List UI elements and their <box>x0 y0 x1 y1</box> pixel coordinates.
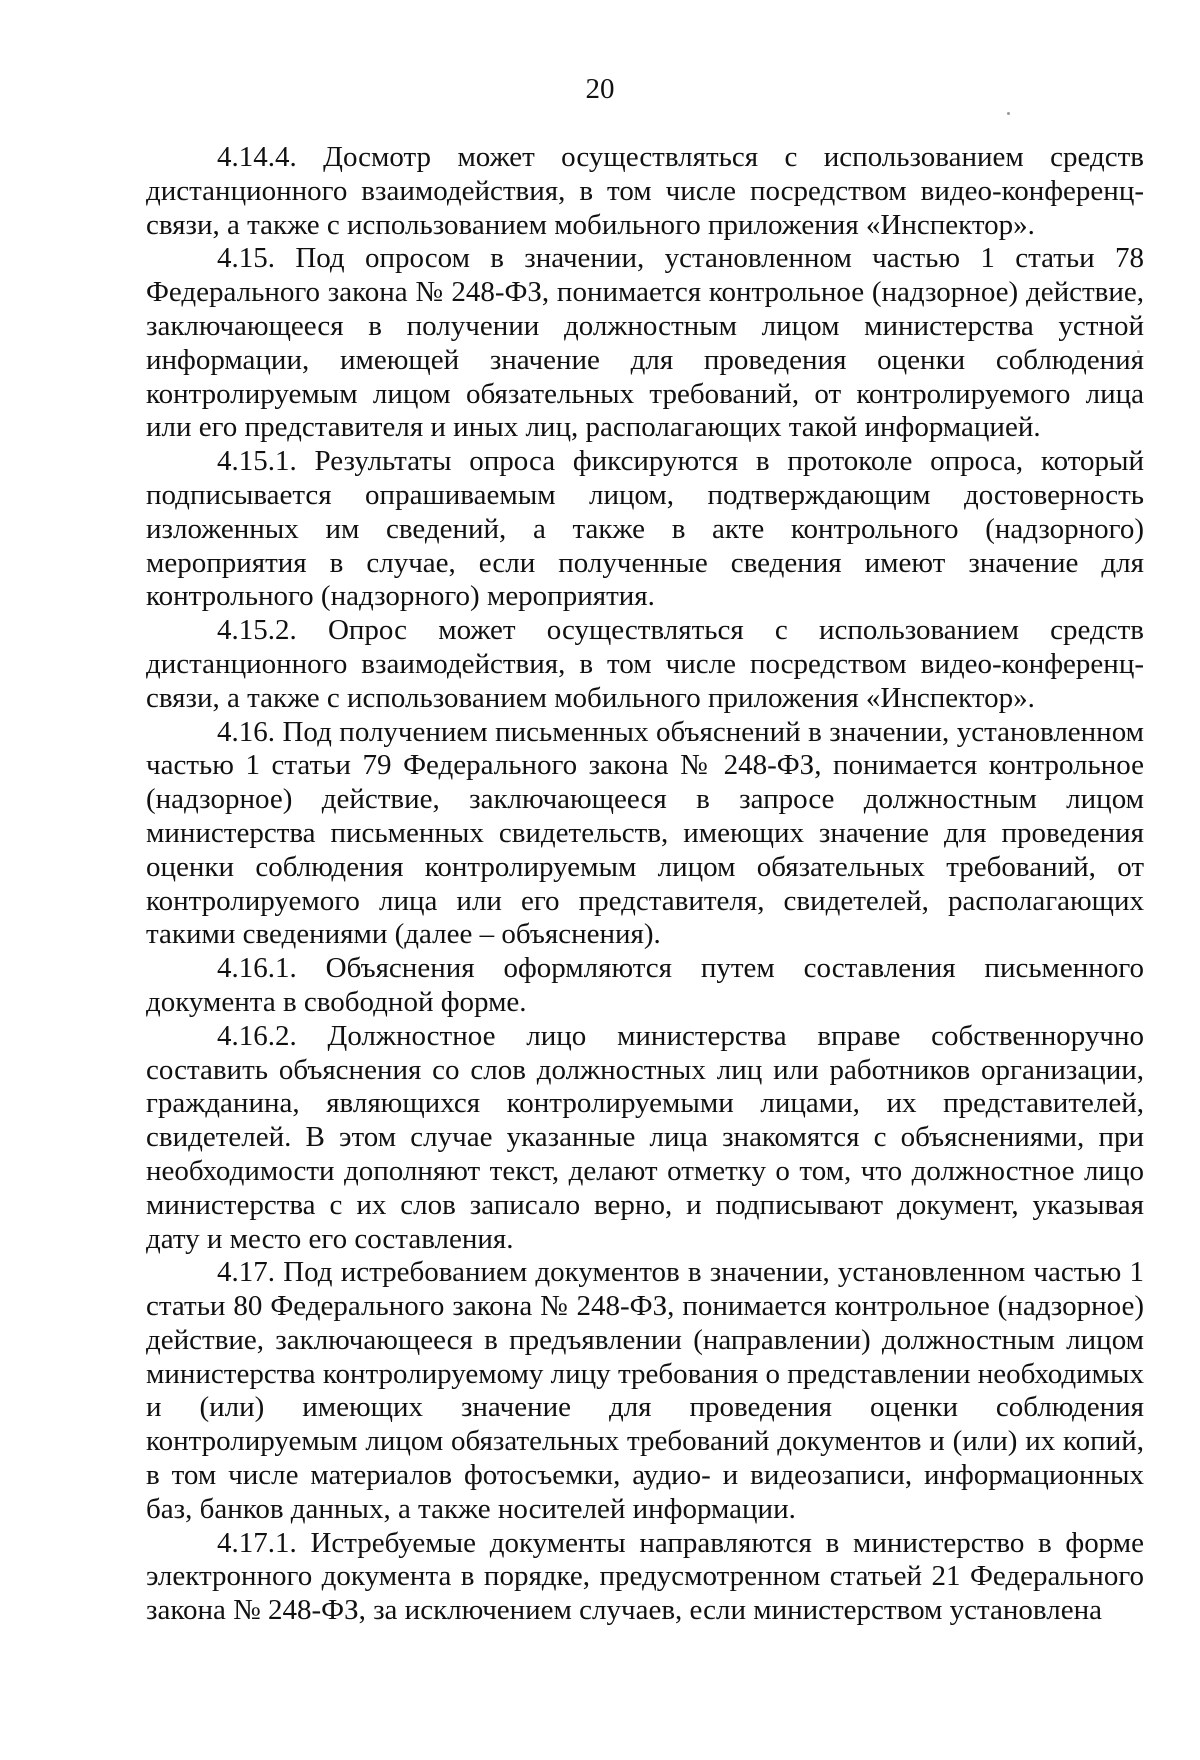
paragraph-4-17-1: 4.17.1. Истребуемые документы направляются в министерство в форме электронного документа в порядке, предусмотренном статьей 21 Федерального закона № 248-ФЗ, за исключением случаев, если министерством установлена <box>146 1526 1144 1627</box>
paragraph-4-15-1: 4.15.1. Результаты опроса фиксируются в протоколе опроса, который подписывается опрашиваемым лицом, подтверждающим достоверность изложенных им сведений, а также в акте контрольного (надзорного) мероприятия в случае, если полученные сведения имеют значение для контрольного (надзорного) мероприятия. <box>146 445 1144 613</box>
page-number: 20 <box>585 73 615 105</box>
paragraph-4-15-2: 4.15.2. Опрос может осуществляться с использованием средств дистанционного взаимодействия, в том числе посредством видео-конференц-связи, а также с использованием мобильного приложения «Инспектор». <box>146 614 1144 714</box>
paragraph-4-15: 4.15. Под опросом в значении, установленном частью 1 статьи 78 Федерального закона № 248-ФЗ, понимается контрольное (надзорное) действие, заключающееся в получении должностным лицом министерства устной информации, имеющей значение для проведения оценки соблюдения контролируемым лицом обязательных требований, от контролируемого лица или его представителя и иных лиц, располагающих такой информацией. <box>146 242 1144 444</box>
paragraph-4-16-1: 4.16.1. Объяснения оформляются путем составления письменного документа в свободной форме. <box>146 952 1144 1018</box>
document-body <box>146 141 1144 1628</box>
scan-speck <box>1007 112 1010 115</box>
paragraph-4-14-4: 4.14.4. Досмотр может осуществляться с использованием средств дистанционного взаимодействия, в том числе посредством видео-конференц-связи, а также с использованием мобильного приложения «Инспектор». <box>146 141 1144 241</box>
paragraph-4-17: 4.17. Под истребованием документов в значении, установленном частью 1 статьи 80 Федерального закона № 248-ФЗ, понимается контрольное (надзорное) действие, заключающееся в предъявлении (направлении) должностным лицом министерства контролируемому лицу требования о представлении необходимых и (или) имеющих значение для проведения оценки соблюдения контролируемым лицом обязательных требований документов и (или) их копий, в том числе материалов фотосъемки, аудио- и видеозаписи, информационных баз, банков данных, а также носителей информации. <box>146 1256 1144 1525</box>
paragraph-4-16: 4.16. Под получением письменных объяснений в значении, установленном частью 1 статьи 79 Федерального закона № 248-ФЗ, понимается контрольное (надзорное) действие, заключающееся в запросе должностным лицом министерства письменных свидетельств, имеющих значение для проведения оценки соблюдения контролируемым лицом обязательных требований, от контролируемого лица или его представителя, свидетелей, располагающих такими сведениями (далее – объяснения). <box>146 715 1144 951</box>
paragraph-4-16-2: 4.16.2. Должностное лицо министерства вправе собственноручно составить объяснения со слов должностных лиц или работников организации, гражданина, являющихся контролируемыми лицами, их представителей, свидетелей. В этом случае указанные лица знакомятся с объяснениями, при необходимости дополняют текст, делают отметку о том, что должностное лицо министерства с их слов записало верно, и подписывают документ, указывая дату и место его составления. <box>146 1019 1144 1255</box>
